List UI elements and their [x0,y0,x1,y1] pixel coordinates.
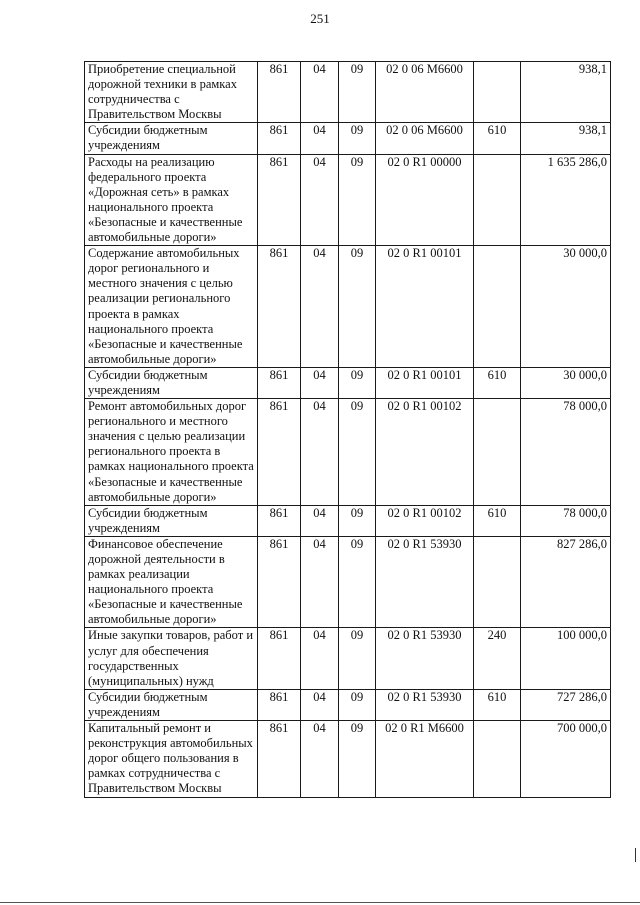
admin-code-cell: 861 [258,399,301,506]
table-row [85,536,611,628]
target-article-cell: 02 0 R1 00101 [376,246,474,368]
expense-name-cell: Приобретение специальной дорожной техники в рамках сотрудничества с Правительством Москвы [85,62,258,123]
section-code-cell: 04 [301,536,339,628]
expense-name-cell: Расходы на реализацию федерального проекта «Дорожная сеть» в рамках национального проекта «Безопасные и качественные автомобильные дороги» [85,154,258,246]
admin-code-cell: 861 [258,367,301,398]
admin-code-cell: 861 [258,154,301,246]
expense-name-cell: Капитальный ремонт и реконструкция автомобильных дорог общего пользования в рамках сотрудничества с Правительством Москвы [85,721,258,797]
section-code-cell: 04 [301,62,339,123]
table-row [85,62,611,123]
amount-cell: 700 000,0 [521,721,611,797]
expense-name-cell: Финансовое обеспечение дорожной деятельности в рамках реализации национального проекта «Безопасные и качественные автомобильные дороги» [85,536,258,628]
expense-type-cell: 610 [474,367,521,398]
expense-type-cell [474,246,521,368]
subsection-code-cell: 09 [339,689,376,720]
amount-cell: 1 635 286,0 [521,154,611,246]
section-code-cell: 04 [301,721,339,797]
table-row [85,505,611,536]
target-article-cell: 02 0 R1 М6600 [376,721,474,797]
section-code-cell: 04 [301,399,339,506]
table-row [85,721,611,797]
amount-cell: 100 000,0 [521,628,611,689]
page-number: 251 [310,11,330,26]
table-row [85,628,611,689]
expense-type-cell [474,399,521,506]
admin-code-cell: 861 [258,123,301,154]
admin-code-cell: 861 [258,536,301,628]
target-article-cell: 02 0 R1 00000 [376,154,474,246]
expense-name-cell: Субсидии бюджетным учреждениям [85,505,258,536]
section-code-cell: 04 [301,628,339,689]
amount-cell: 78 000,0 [521,505,611,536]
expense-name-cell: Субсидии бюджетным учреждениям [85,689,258,720]
subsection-code-cell: 09 [339,154,376,246]
amount-cell: 78 000,0 [521,399,611,506]
target-article-cell: 02 0 06 М6600 [376,123,474,154]
section-code-cell: 04 [301,246,339,368]
bottom-scan-edge [0,902,640,903]
amount-cell: 727 286,0 [521,689,611,720]
admin-code-cell: 861 [258,721,301,797]
amount-cell: 938,1 [521,123,611,154]
expense-name-cell: Субсидии бюджетным учреждениям [85,367,258,398]
target-article-cell: 02 0 R1 53930 [376,689,474,720]
subsection-code-cell: 09 [339,536,376,628]
expense-type-cell: 240 [474,628,521,689]
amount-cell: 30 000,0 [521,367,611,398]
subsection-code-cell: 09 [339,721,376,797]
expense-name-cell: Субсидии бюджетным учреждениям [85,123,258,154]
section-code-cell: 04 [301,505,339,536]
expense-name-cell: Ремонт автомобильных дорог регионального и местного значения с целью реализации регионального проекта в рамках национального проекта «Безопасные и качественные автомобильные дороги» [85,399,258,506]
expense-name-cell: Содержание автомобильных дорог регионального и местного значения с целью реализации регионального проекта в рамках национального проекта «Безопасные и качественные автомобильные дороги» [85,246,258,368]
amount-cell: 827 286,0 [521,536,611,628]
table-row [85,154,611,246]
expense-type-cell: 610 [474,689,521,720]
subsection-code-cell: 09 [339,123,376,154]
expense-type-cell: 610 [474,505,521,536]
subsection-code-cell: 09 [339,62,376,123]
target-article-cell: 02 0 R1 53930 [376,628,474,689]
admin-code-cell: 861 [258,628,301,689]
section-code-cell: 04 [301,154,339,246]
subsection-code-cell: 09 [339,367,376,398]
expense-name-cell: Иные закупки товаров, работ и услуг для обеспечения государственных (муниципальных) нужд [85,628,258,689]
table-row [85,689,611,720]
target-article-cell: 02 0 R1 53930 [376,536,474,628]
expense-type-cell: 610 [474,123,521,154]
section-code-cell: 04 [301,123,339,154]
target-article-cell: 02 0 R1 00101 [376,367,474,398]
target-article-cell: 02 0 R1 00102 [376,505,474,536]
expense-type-cell [474,536,521,628]
subsection-code-cell: 09 [339,399,376,506]
table-row [85,367,611,398]
margin-mark [635,848,636,862]
table-body [85,62,611,798]
section-code-cell: 04 [301,367,339,398]
section-code-cell: 04 [301,689,339,720]
expense-type-cell [474,721,521,797]
table-row [85,123,611,154]
target-article-cell: 02 0 R1 00102 [376,399,474,506]
subsection-code-cell: 09 [339,505,376,536]
admin-code-cell: 861 [258,505,301,536]
subsection-code-cell: 09 [339,246,376,368]
expense-type-cell [474,62,521,123]
target-article-cell: 02 0 06 М6600 [376,62,474,123]
budget-table [84,61,611,798]
amount-cell: 30 000,0 [521,246,611,368]
expense-type-cell [474,154,521,246]
table-row [85,399,611,506]
subsection-code-cell: 09 [339,628,376,689]
admin-code-cell: 861 [258,62,301,123]
admin-code-cell: 861 [258,689,301,720]
admin-code-cell: 861 [258,246,301,368]
amount-cell: 938,1 [521,62,611,123]
table-row [85,246,611,368]
